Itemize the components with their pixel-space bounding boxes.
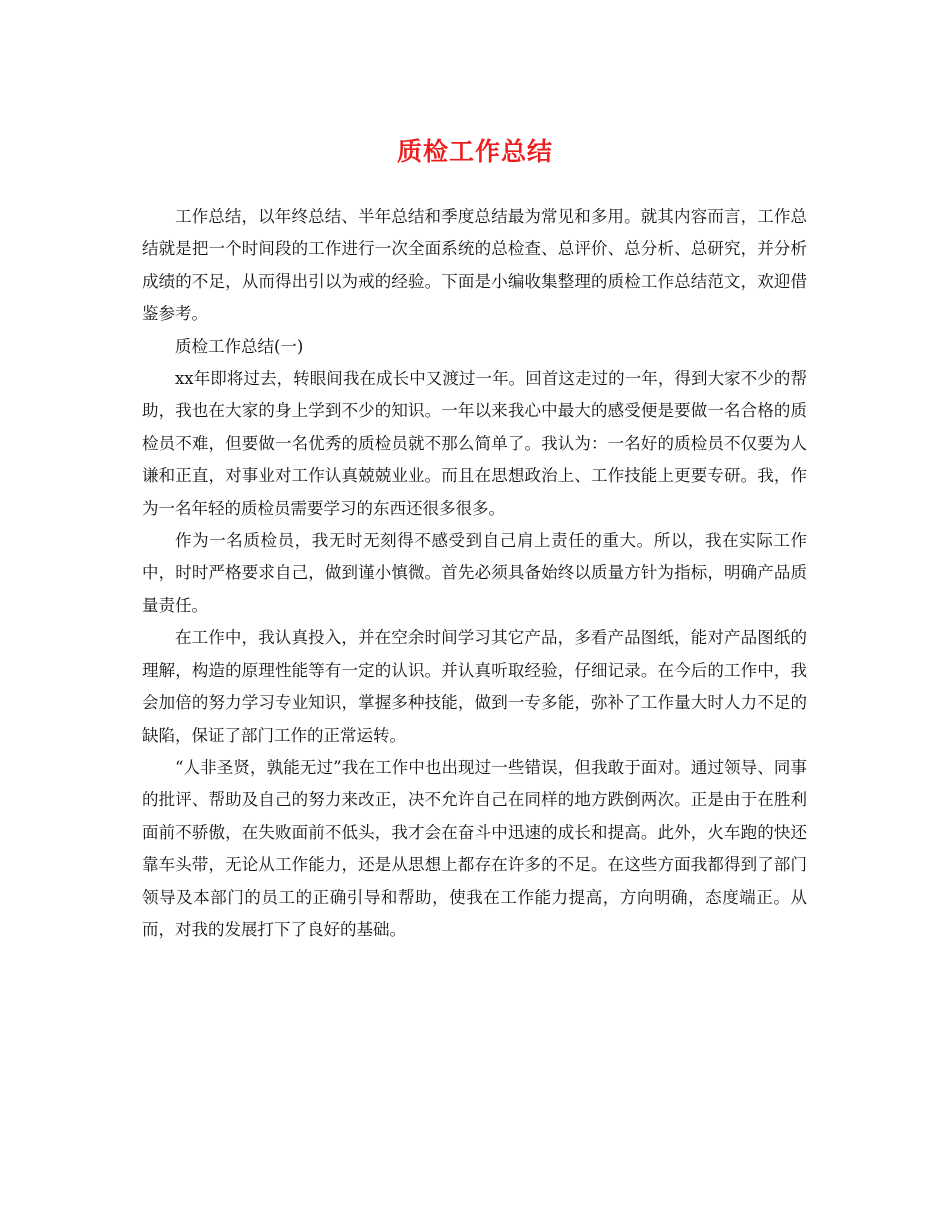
body-paragraph-4: “人非圣贤，孰能无过”我在工作中也出现过一些错误，但我敢于面对。通过领导、同事的批评、帮助及自己的努力来改正，决不允许自己在同样的地方跌倒两次。正是由于在胜利面前不骄傲，在失败面前不低头，我才会在奋斗中迅速的成长和提高。此外，火车跑的快还靠车头带，无论从工作能力，还是从思想上都存在许多的不足。在这些方面我都得到了部门领导及本部门的员工的正确引导和帮助，使我在工作能力提高，方向明确，态度端正。从而，对我的发展打下了良好的基础。 bbox=[142, 757, 807, 939]
body-paragraph-1: xx年即将过去，转眼间我在成长中又渡过一年。回首这走过的一年，得到大家不少的帮助，我也在大家的身上学到不少的知识。一年以来我心中最大的感受便是要做一名合格的质检员不难，但要做一名优秀的质检员就不那么简单了。我认为：一名好的质检员不仅要为人谦和正直，对事业对工作认真兢兢业业。而且在思想政治上、工作技能上更要专研。我，作为一名年轻的质检员需要学习的东西还很多很多。 bbox=[142, 369, 807, 518]
section-heading: 质检工作总结(一) bbox=[175, 336, 304, 356]
body-paragraph-2: 作为一名质检员，我无时无刻得不感受到自己肩上责任的重大。所以，我在实际工作中，时时严格要求自己，做到谨小慎微。首先必须具备始终以质量方针为指标，明确产品质量责任。 bbox=[142, 531, 807, 615]
document-body bbox=[142, 201, 807, 946]
body-paragraph-3: 在工作中，我认真投入，并在空余时间学习其它产品，多看产品图纸，能对产品图纸的理解，构造的原理性能等有一定的认识。并认真听取经验，仔细记录。在今后的工作中，我会加倍的努力学习专业知识，掌握多种技能，做到一专多能，弥补了工作量大时人力不足的缺陷，保证了部门工作的正常运转。 bbox=[142, 628, 807, 745]
page-title: 质检工作总结 bbox=[396, 137, 553, 166]
intro-paragraph: 工作总结，以年终总结、半年总结和季度总结最为常见和多用。就其内容而言，工作总结就是把一个时间段的工作进行一次全面系统的总检查、总评价、总分析、总研究，并分析成绩的不足，从而得出引以为戒的经验。下面是小编收集整理的质检工作总结范文，欢迎借鉴参考。 bbox=[142, 207, 807, 324]
